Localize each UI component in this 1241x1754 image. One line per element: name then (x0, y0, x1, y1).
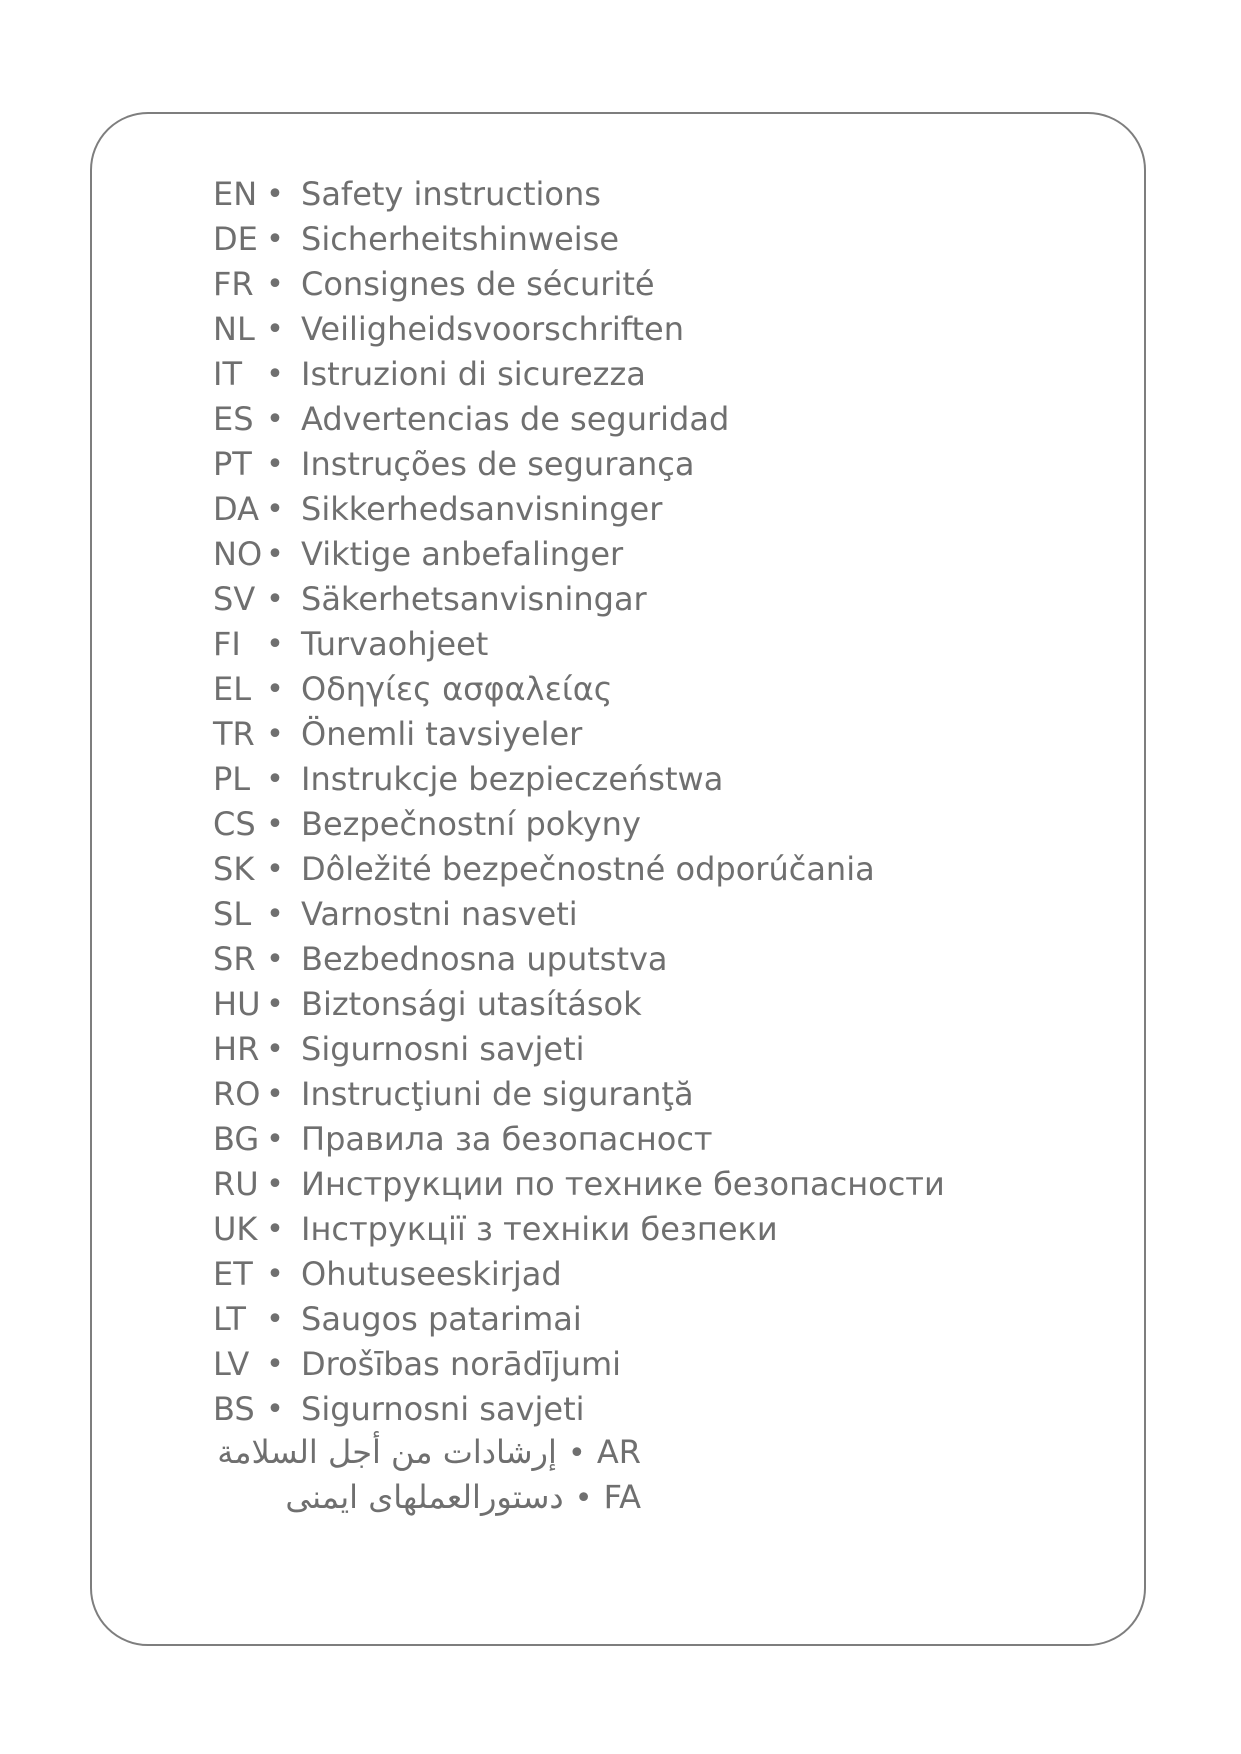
language-code: CS (213, 805, 256, 843)
bullet: • (266, 267, 284, 302)
language-title: Instrukcje bezpieczeństwa (301, 760, 724, 798)
list-item (213, 712, 945, 757)
bullet: • (266, 1347, 284, 1382)
language-code: EN (213, 175, 258, 213)
bullet: • (266, 717, 284, 752)
language-title: Sikkerhedsanvisninger (301, 490, 663, 528)
list-item (213, 982, 945, 1027)
bullet: • (266, 177, 284, 212)
language-title: Turvaohjeet (301, 625, 489, 663)
language-title: Istruzioni di sicurezza (301, 355, 646, 393)
language-title: إرشادات من أجل السلامة (217, 1433, 557, 1471)
language-code: RO (213, 1075, 261, 1113)
list-item (213, 1252, 945, 1297)
bullet: • (266, 942, 284, 977)
language-title: Sigurnosni savjeti (301, 1030, 585, 1068)
list-item (213, 352, 945, 397)
list-item (213, 1342, 945, 1387)
language-code: TR (213, 715, 255, 753)
list-item (213, 847, 945, 892)
language-code: BG (213, 1120, 260, 1158)
bullet: • (266, 987, 284, 1022)
list-item (213, 172, 945, 217)
bullet: • (266, 672, 284, 707)
bullet: • (266, 537, 284, 572)
language-title: Інструкції з техніки безпеки (301, 1210, 778, 1248)
language-code: HU (213, 985, 261, 1023)
bullet: • (266, 807, 284, 842)
list-item (213, 667, 945, 712)
language-code: SK (213, 850, 255, 888)
bullet: • (266, 222, 284, 257)
language-code: PT (213, 445, 252, 483)
list-item (213, 802, 945, 847)
language-title: Ohutuseeskirjad (301, 1255, 562, 1293)
language-code: FI (213, 625, 241, 663)
language-code: RU (213, 1165, 259, 1203)
language-title: Правила за безопасност (301, 1120, 713, 1158)
list-item (213, 622, 945, 667)
bullet: • (574, 1481, 593, 1516)
bullet: • (266, 627, 284, 662)
language-code: SL (213, 895, 252, 933)
bullet: • (266, 312, 284, 347)
bullet: • (266, 762, 284, 797)
language-code: ET (213, 1255, 253, 1293)
language-code: ES (213, 400, 254, 438)
list-item (213, 487, 945, 532)
bullet: • (266, 357, 284, 392)
language-code: SV (213, 580, 256, 618)
language-code: HR (213, 1030, 260, 1068)
list-item (213, 217, 945, 262)
language-title: Dôležité bezpečnostné odporúčania (301, 850, 875, 888)
bullet: • (266, 897, 284, 932)
language-code: BS (213, 1390, 255, 1428)
language-title: Veiligheidsvoorschriften (301, 310, 684, 348)
language-code: EL (213, 670, 252, 708)
language-title: Bezbednosna uputstva (301, 940, 668, 978)
language-code: NL (213, 310, 255, 348)
list-item (217, 1430, 641, 1475)
language-title: Safety instructions (301, 175, 601, 213)
list-item (213, 757, 945, 802)
language-title: Saugos patarimai (301, 1300, 582, 1338)
language-title: Advertencias de seguridad (301, 400, 730, 438)
list-item (213, 1117, 945, 1162)
language-title: Viktige anbefalinger (301, 535, 624, 573)
language-title: Biztonsági utasítások (301, 985, 642, 1023)
list-item (213, 937, 945, 982)
list-item (213, 892, 945, 937)
bullet: • (266, 447, 284, 482)
language-title: Varnostni nasveti (301, 895, 578, 933)
bullet: • (568, 1436, 586, 1471)
bullet: • (266, 1392, 284, 1427)
bullet: • (266, 852, 284, 887)
language-code: FR (213, 265, 254, 303)
list-item (213, 1207, 945, 1252)
language-code: IT (213, 355, 242, 393)
bullet: • (266, 1122, 284, 1157)
language-title: Sigurnosni savjeti (301, 1390, 585, 1428)
list-item (213, 1162, 945, 1207)
list-item (213, 307, 945, 352)
bullet: • (266, 1077, 284, 1112)
list-item (213, 1027, 945, 1072)
language-code: UK (213, 1210, 258, 1248)
language-title: Önemli tavsiyeler (301, 715, 583, 753)
language-title: دستورالعملهای ایمنی (285, 1478, 564, 1516)
language-title: Instruções de segurança (301, 445, 695, 483)
list-item (217, 1475, 641, 1520)
language-title: Consignes de sécurité (301, 265, 655, 303)
language-code: NO (213, 535, 263, 573)
language-code: AR (596, 1433, 641, 1471)
language-code: DE (213, 220, 258, 258)
list-item (213, 1297, 945, 1342)
list-item (213, 397, 945, 442)
rtl-language-list (217, 1430, 641, 1520)
language-list (213, 172, 945, 1432)
bullet: • (266, 492, 284, 527)
language-title: Bezpečnostní pokyny (301, 805, 641, 843)
language-title: Instrucţiuni de siguranţă (301, 1075, 694, 1113)
language-title: Drošības norādījumi (301, 1345, 622, 1383)
bullet: • (266, 402, 284, 437)
language-code: PL (213, 760, 251, 798)
language-title: Sicherheitshinweise (301, 220, 619, 258)
language-title: Säkerhetsanvisningar (301, 580, 647, 618)
list-item (213, 577, 945, 622)
language-code: DA (213, 490, 259, 528)
language-title: Οδηγίες ασφαλείας (301, 670, 613, 708)
language-title: Инструкции по технике безопасности (301, 1165, 945, 1203)
bullet: • (266, 1167, 284, 1202)
language-code: SR (213, 940, 256, 978)
bullet: • (266, 1302, 284, 1337)
list-item (213, 1072, 945, 1117)
language-code: LT (213, 1300, 246, 1338)
language-code: FA (603, 1478, 641, 1516)
bullet: • (266, 1032, 284, 1067)
list-item (213, 262, 945, 307)
bullet: • (266, 1212, 284, 1247)
list-item (213, 442, 945, 487)
bullet: • (266, 1257, 284, 1292)
language-code: LV (213, 1345, 250, 1383)
bullet: • (266, 582, 284, 617)
list-item (213, 1387, 945, 1432)
list-item (213, 532, 945, 577)
